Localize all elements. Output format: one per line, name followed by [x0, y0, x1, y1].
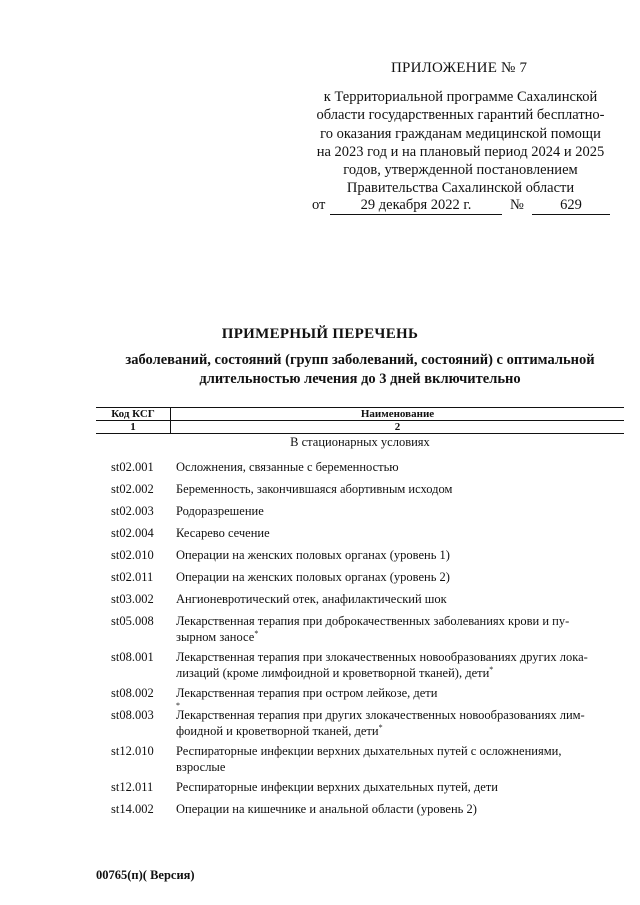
ksg-name-line: Операции на кишечнике и анальной области (уровень 2)	[176, 802, 477, 816]
ksg-code: st02.001	[111, 460, 154, 474]
ksg-name-line: Лекарственная терапия при других злокачественных новообразованиях лим-	[176, 708, 585, 722]
document-title: ПРИМЕРНЫЙ ПЕРЕЧЕНЬ	[221, 326, 419, 342]
resolution-number: 629	[532, 197, 610, 215]
ksg-code: st02.011	[111, 570, 154, 584]
ksg-name	[176, 779, 596, 795]
ksg-name-continuation: фоидной и кроветворной тканей, дети	[176, 724, 379, 738]
ksg-name-continuation: лизаций (кроме лимфоидной и кроветворной тканей), дети	[176, 666, 490, 680]
ksg-name	[176, 503, 596, 519]
ksg-code: st03.002	[111, 592, 154, 606]
ksg-name	[176, 707, 596, 739]
ksg-code: st02.004	[111, 526, 154, 540]
resolution-reference	[312, 197, 622, 217]
ksg-code: st02.010	[111, 548, 154, 562]
document-version-footer: 00765(п)( Версия)	[96, 868, 195, 882]
appendix-line: Правительства Сахалинской области	[346, 180, 575, 197]
ksg-name	[176, 525, 596, 541]
ksg-name-line: Респираторные инфекции верхних дыхательных путей, дети	[176, 780, 498, 794]
ksg-name	[176, 481, 596, 497]
appendix-text	[298, 88, 623, 198]
ksg-name-line	[176, 723, 596, 739]
ksg-name	[176, 649, 596, 681]
ksg-name-line: Респираторные инфекции верхних дыхательных путей с осложнениями,	[176, 744, 562, 758]
ksg-name-line: Лекарственная терапия при доброкачественных заболеваниях крови и пу-	[176, 614, 570, 628]
header-code: Код КСГ	[111, 408, 155, 420]
appendix-line: на 2023 год и на плановый период 2024 и 2025	[316, 143, 605, 160]
ksg-name-line	[176, 759, 596, 775]
ksg-code: st02.002	[111, 482, 154, 496]
ksg-name-line: Лекарственная терапия при злокачественных новообразованиях других лока-	[176, 650, 588, 664]
footnote-marker: *	[254, 628, 259, 638]
ksg-code: st08.001	[111, 650, 154, 664]
ksg-name-line	[176, 629, 596, 645]
ksg-name-line: Кесарево сечение	[176, 526, 270, 540]
ksg-name-line	[176, 665, 596, 681]
ksg-name	[176, 547, 596, 563]
resolution-date: 29 декабря 2022 г.	[330, 197, 502, 215]
ksg-name-line: Ангионевротический отек, анафилактический шок	[176, 592, 447, 606]
ksg-name-line: Лекарственная терапия при остром лейкозе, дети	[176, 686, 438, 700]
ksg-code: st05.008	[111, 614, 154, 628]
ksg-name-line: Родоразрешение	[176, 504, 264, 518]
footnote-marker: *	[176, 700, 180, 710]
subtitle-line: длительностью лечения до 3 дней включительно	[199, 371, 521, 387]
ksg-name-line: Беременность, закончившаяся абортивным исходом	[176, 482, 453, 496]
ksg-name-continuation: взрослые	[176, 760, 226, 774]
column-number-1: 1	[130, 421, 136, 433]
header-name: Наименование	[170, 408, 624, 420]
ksg-code: st12.011	[111, 780, 154, 794]
appendix-line: го оказания гражданам медицинской помощи	[320, 125, 601, 142]
ksg-code: st12.010	[111, 744, 154, 758]
ksg-code: st08.002	[111, 686, 154, 700]
ksg-name	[176, 459, 596, 475]
column-number-2: 2	[170, 421, 624, 433]
ksg-code: st08.003	[111, 708, 154, 722]
subtitle-line: заболеваний, состояний (групп заболеваний, состояний) с оптимальной	[125, 352, 595, 368]
table-header	[96, 407, 624, 434]
ksg-name	[176, 591, 596, 607]
section-heading: В стационарных условиях	[290, 435, 430, 449]
ksg-name	[176, 569, 596, 585]
ksg-name-line: Осложнения, связанные с беременностью	[176, 460, 399, 474]
appendix-title: ПРИЛОЖЕНИЕ № 7	[391, 60, 528, 76]
ksg-name-continuation: зырном заносе	[176, 630, 255, 644]
ksg-code: st02.003	[111, 504, 154, 518]
ksg-name	[176, 801, 596, 817]
appendix-line: области государственных гарантий бесплатно-	[316, 107, 605, 124]
ksg-name	[176, 613, 596, 645]
ksg-name	[176, 743, 596, 775]
ksg-name-line: Операции на женских половых органах (уровень 2)	[176, 570, 450, 584]
footnote-marker: *	[489, 664, 494, 674]
from-label: от	[312, 197, 326, 213]
number-label: №	[510, 197, 524, 213]
appendix-line: к Территориальной программе Сахалинской	[323, 89, 598, 105]
document-subtitle	[100, 351, 620, 389]
ksg-code: st14.002	[111, 802, 154, 816]
appendix-line: годов, утвержденной постановлением	[343, 162, 578, 179]
footnote-marker: *	[378, 722, 383, 732]
ksg-name-line: Операции на женских половых органах (уровень 1)	[176, 548, 450, 562]
